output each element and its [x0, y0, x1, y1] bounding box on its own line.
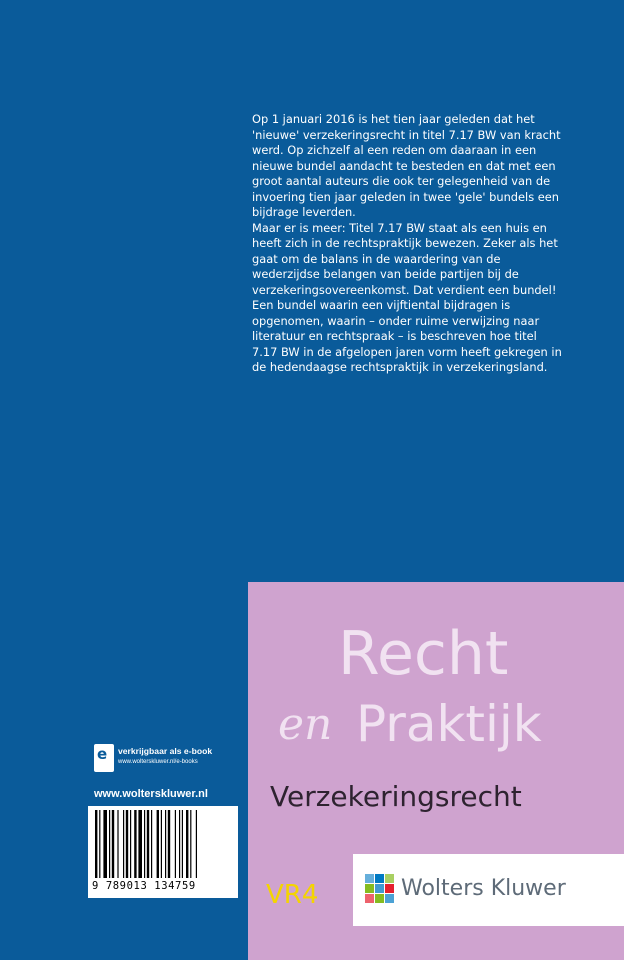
barcode-bar	[130, 810, 131, 878]
barcode-bars	[95, 810, 231, 878]
barcode-bar	[179, 810, 180, 878]
ebook-label: verkrijgbaar als e-book	[118, 746, 213, 756]
isbn-number: 9 789013 134759	[92, 880, 196, 892]
barcode	[88, 806, 238, 898]
series-title-recht: Recht	[338, 619, 509, 689]
barcode-bar	[99, 810, 100, 878]
barcode-bar	[151, 810, 152, 878]
back-cover-blurb	[252, 112, 562, 376]
barcode-bar	[190, 810, 191, 878]
publisher-logo-box	[353, 854, 624, 926]
barcode-bar	[138, 810, 142, 878]
barcode-bar	[157, 810, 159, 878]
publisher-website: www.wolterskluwer.nl	[94, 788, 208, 800]
series-title-praktijk: Praktijk	[356, 695, 542, 753]
blurb-paragraph-1: Op 1 januari 2016 is het tien jaar geleden dat het 'nieuwe' verzekeringsrecht in titel 7.17 BW van kracht werd. Op zichzelf al een reden om daaraan in een nieuwe bundel aandacht te besteden en dat met een groot aantal auteurs die ook ter gelegenheid van de invoering tien jaar geleden in twee 'gele' bundels een bijdrage leverden.	[252, 112, 561, 219]
barcode-bar	[196, 810, 197, 878]
barcode-bar	[112, 810, 114, 878]
barcode-bar	[117, 810, 118, 878]
barcode-bar	[126, 810, 128, 878]
barcode-bar	[95, 810, 97, 878]
barcode-bar	[123, 810, 124, 878]
barcode-bar	[109, 810, 110, 878]
wolters-kluwer-logo-icon	[365, 874, 395, 904]
barcode-bar	[175, 810, 176, 878]
series-panel	[248, 582, 624, 960]
barcode-bar	[147, 810, 149, 878]
ebook-badge	[94, 744, 242, 772]
ebook-url: www.wolterskluwer.nl/e-books	[118, 759, 198, 765]
barcode-bar	[144, 810, 145, 878]
barcode-bar	[103, 810, 107, 878]
barcode-bar	[134, 810, 136, 878]
barcode-bar	[186, 810, 188, 878]
barcode-bar	[168, 810, 170, 878]
barcode-bar	[165, 810, 166, 878]
series-title-en: en	[278, 699, 333, 750]
series-subtitle: Verzekeringsrecht	[270, 780, 522, 813]
volume-code: VR4	[266, 880, 319, 910]
barcode-bar	[161, 810, 162, 878]
blurb-paragraph-2: Maar er is meer: Titel 7.17 BW staat als een huis en heeft zich in de rechtspraktijk bewezen. Zeker als het gaat om de balans in de waardering van de wederzijdse belangen van beide partijen bij de verzekeringsovereenkomst. Dat verdient een bundel! Een bundel waarin een vijftiental bijdragen is opgenomen, waarin – onder ruime verwijzing naar literatuur en rechtspraak – is beschreven hoe titel 7.17 BW in de afgelopen jaren vorm heeft gekregen in de hedendaagse rechtspraktijk in verzekeringsland.	[252, 220, 562, 374]
publisher-name: Wolters Kluwer	[401, 876, 566, 901]
ebook-icon: e	[94, 744, 114, 772]
barcode-bar	[182, 810, 183, 878]
